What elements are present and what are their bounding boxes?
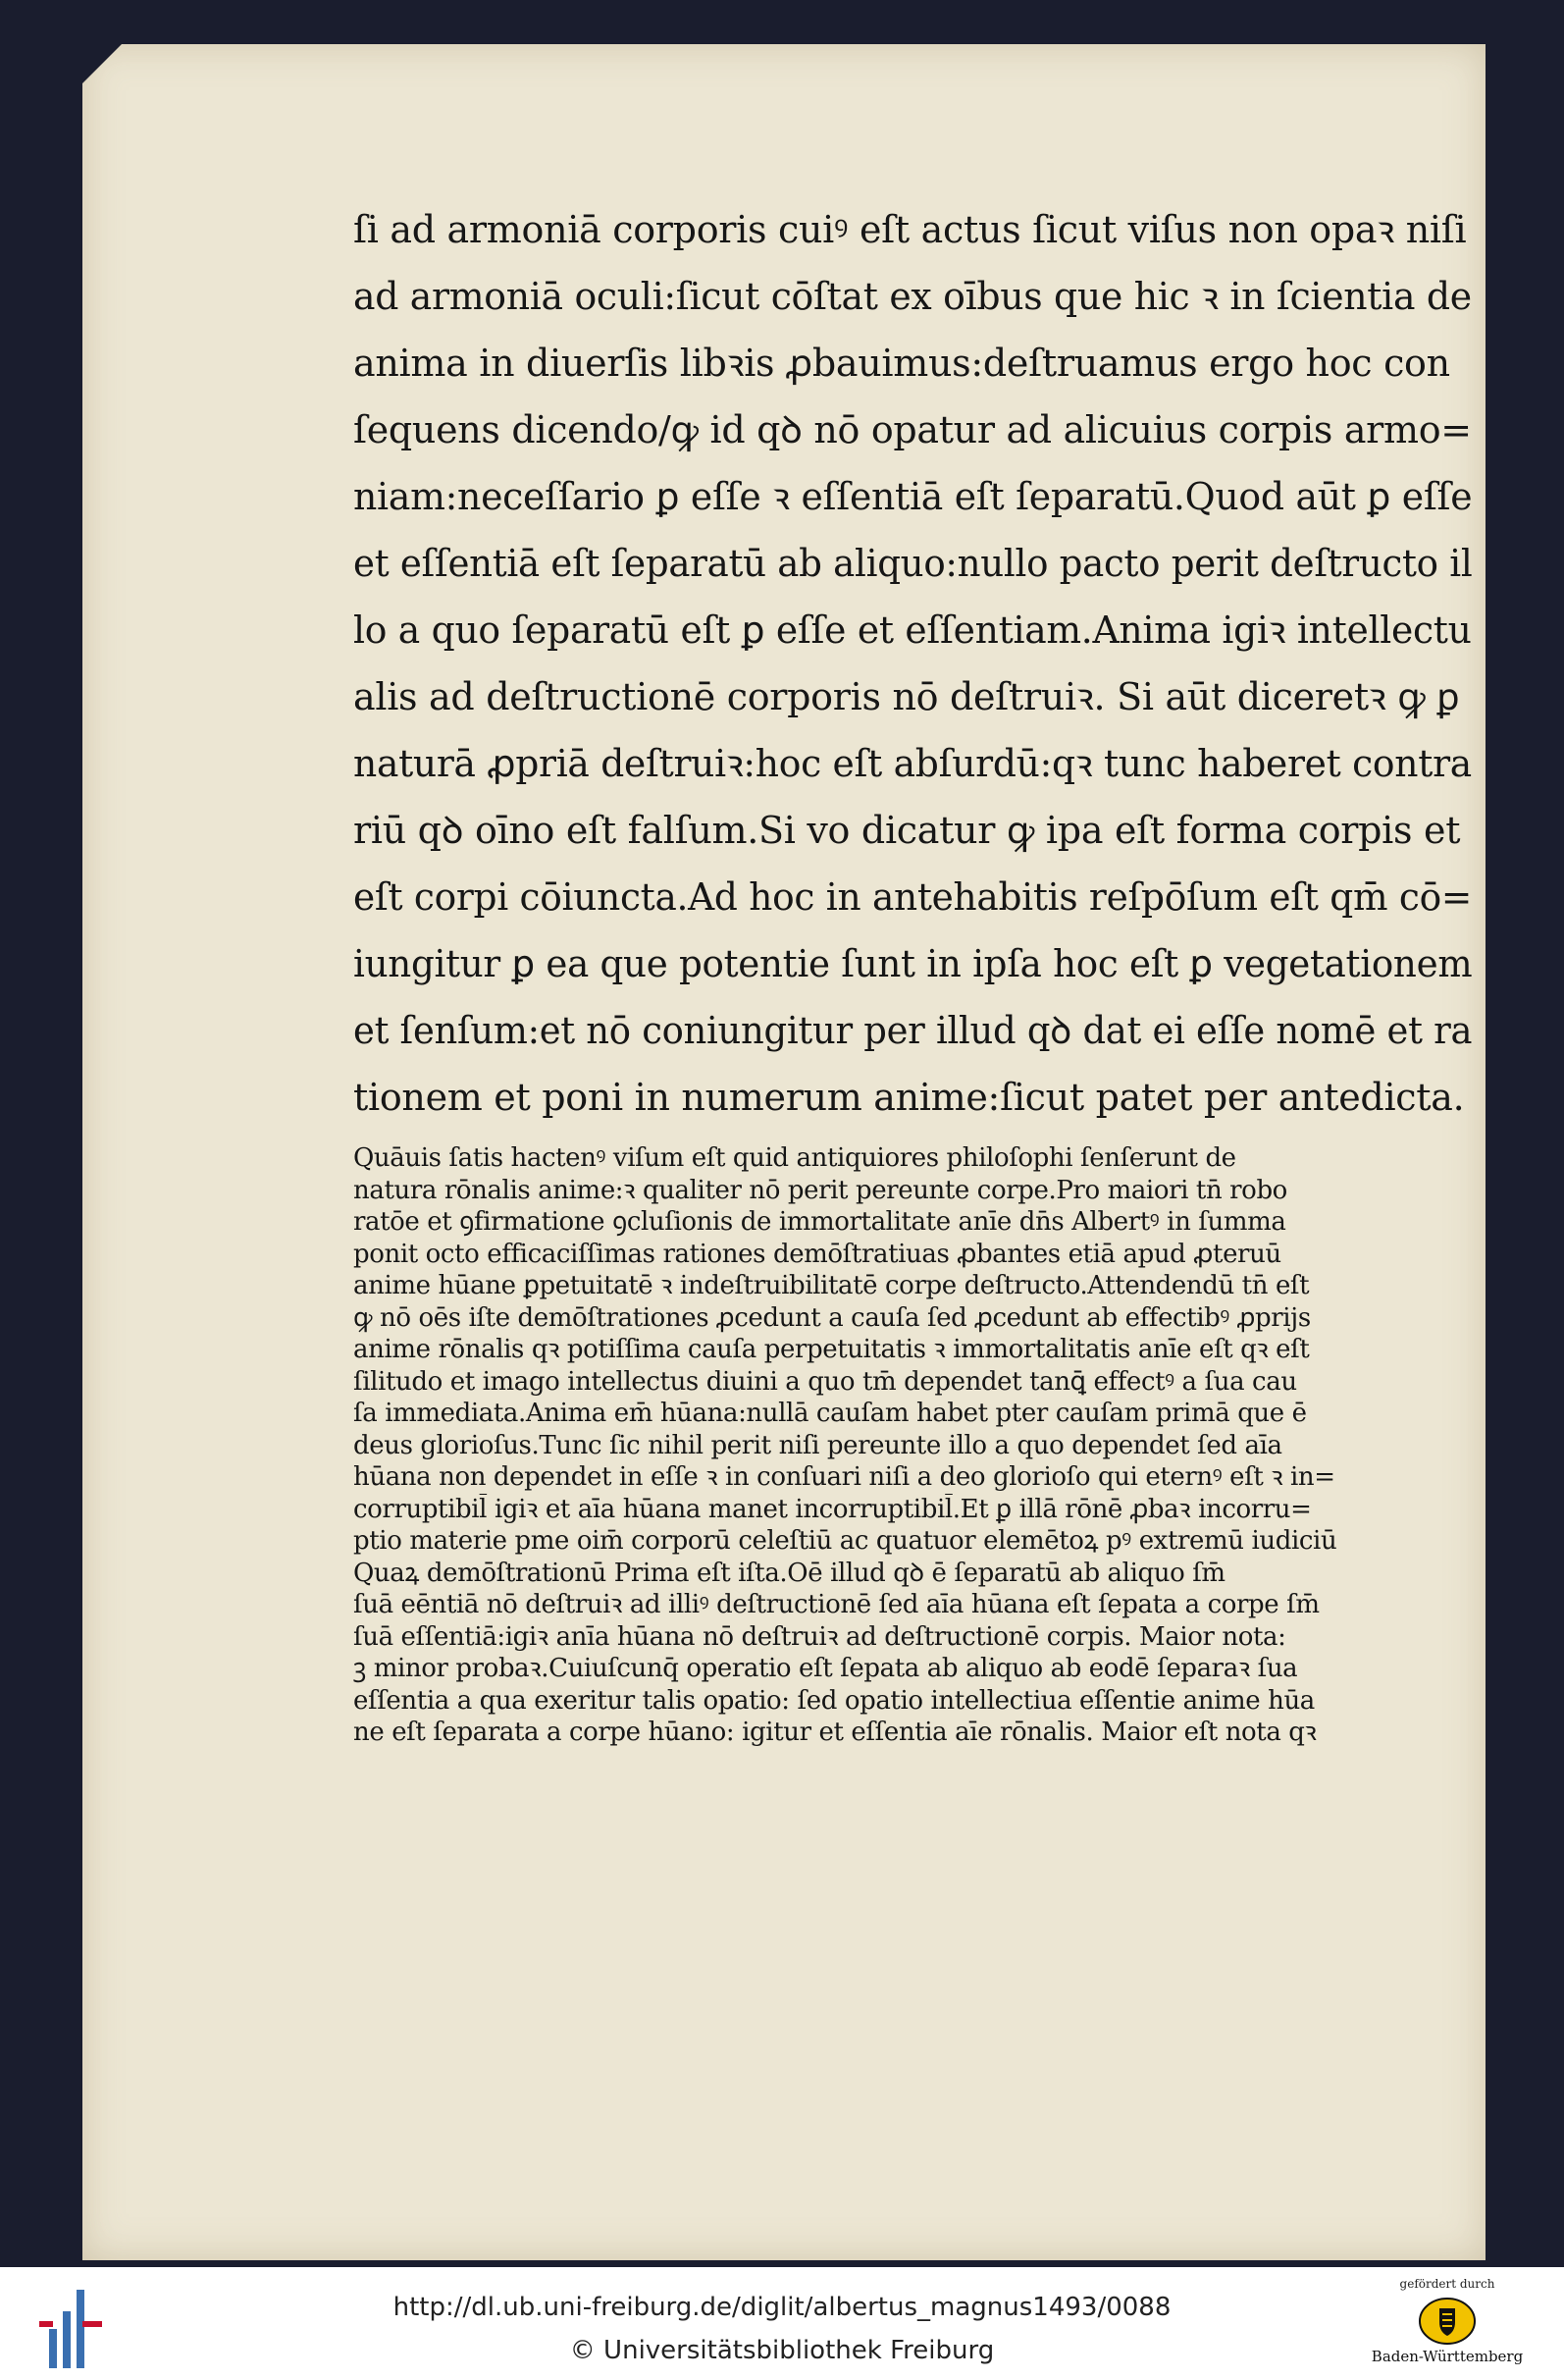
commentary-line: natura rōnalis anime:ꝛ qualiter nō perit pereunte corpe.Pro maiori tn̄ robo [353, 1175, 1287, 1205]
commentary-block [353, 1142, 1472, 1749]
commentary-line: ꝫ minor probaꝛ.Cuiuſcunq̄ operatio eſt ſepata ab aliquo ab eodē ſeparaꝛ ſua [353, 1654, 1298, 1683]
main-text-line: naturā ꝓpriā deſtruiꝛ:hoc eſt abſurdū:qꝛ tunc haberet contra [353, 742, 1472, 785]
main-text-line: et ſenſum:et nō coniungitur per illud qꝺ dat ei eſſe nomē et ra [353, 1009, 1472, 1052]
baden-wuerttemberg-seal-icon [1418, 2297, 1477, 2346]
sponsor-name: Baden-Württemberg [1371, 2348, 1524, 2365]
commentary-line: Quaꝝ demōſtrationū Prima eſt iſta.Oē illud qꝺ ē ſeparatū ab aliquo ſm̄ [353, 1558, 1225, 1588]
main-text-line: riū qꝺ oīno eſt falſum.Si vo dicatur ꝙ ipa eſt forma corpis et [353, 809, 1461, 852]
main-text-line: iungitur ꝑ ea que potentie ſunt in ipſa hoc eſt ꝑ vegetationem [353, 942, 1472, 985]
main-text-line: alis ad deſtructionē corporis nō deſtruiꝛ. Si aūt diceretꝛ ꝙ ꝑ [353, 675, 1460, 718]
commentary-line: deus glorioſus.Tunc ſic nihil perit niſi pereunte illo a quo dependet ſed aīa [353, 1430, 1282, 1460]
commentary-line: ratōe et ꝯfirmatione ꝯcluſionis de immortalitate anīe dn̄s Albertꝰ in ſumma [353, 1207, 1286, 1237]
main-text-line: ſi ad armoniā corporis cuiꝰ eſt actus ſicut viſus non opaꝛ niſi [353, 208, 1467, 251]
main-text-line: niam:neceſſario ꝑ eſſe ꝛ eſſentiā eſt ſeparatū.Quod aūt ꝑ eſſe [353, 475, 1472, 518]
main-text-line: eſt corpi cōiuncta.Ad hoc in antehabitis reſpōſum eſt qm̄ cō= [353, 875, 1472, 919]
main-text-line: ſequens dicendo/ꝙ id qꝺ nō opatur ad alicuius corpis armo= [353, 408, 1472, 451]
sponsor-caption: gefördert durch [1399, 2277, 1495, 2291]
footer-url[interactable]: http://dl.ub.uni-freiburg.de/diglit/albertus_magnus1493/0088 [392, 2293, 1172, 2322]
commentary-line: ne eſt ſeparata a corpe hūano: igitur et eſſentia aīe rōnalis. Maior eſt nota qꝛ [353, 1718, 1317, 1747]
commentary-line: corruptibil̄ igiꝛ et aīa hūana manet incorruptibil̄.Et ꝑ illā rōnē ꝓbaꝛ incorru= [353, 1494, 1312, 1524]
commentary-line: ponit octo efficaciſſimas rationes demōſtratiuas ꝓbantes etiā apud ꝓteruū [353, 1239, 1281, 1269]
commentary-line: ſilitudo et imago intellectus diuini a quo tm̄ dependet tanꝗ̄ effectꝰ a ſua cau [353, 1366, 1297, 1397]
main-text-line: anima in diuerſis libꝛis ꝓbauimus:deſtruamus ergo hoc con [353, 342, 1450, 385]
main-text-line: lo a quo ſeparatū eſt ꝑ eſſe et eſſentiam.Anima igiꝛ intellectu [353, 608, 1472, 652]
commentary-line: hūana non dependet in eſſe ꝛ in conſuari niſi a deo glorioſo qui eternꝰ eſt ꝛ in= [353, 1462, 1335, 1492]
main-text-line: et eſſentiā eſt ſeparatū ab aliquo:nullo pacto perit deſtructo il [353, 542, 1472, 585]
commentary-line: ſuā eſſentiā:igiꝛ anīa hūana nō deſtruiꝛ ad deſtructionē corpis. Maior nota: [353, 1621, 1286, 1652]
commentary-line: ſa immediata.Anima em̄ hūana:nullā cauſam habet pter cauſam primā que ē [353, 1399, 1307, 1428]
main-text-line: tionem et poni in numerum anime:ſicut patet per antedicta. [353, 1076, 1465, 1119]
sponsor-block [1354, 2275, 1540, 2373]
commentary-line: Quāuis ſatis hactenꝰ viſum eſt quid antiquiores philoſophi ſenſerunt de [353, 1143, 1236, 1173]
commentary-line: ſuā eēntiā nō deſtruiꝛ ad illiꝰ deſtructionē ſed aīa hūana eſt ſepata a corpe ſm̄ [353, 1590, 1320, 1619]
commentary-line: ꝙ nō oēs iſte demōſtrationes ꝓcedunt a cauſa ſed ꝓcedunt ab effectibꝰ ꝓprijs [353, 1302, 1311, 1333]
page-folded-corner [82, 44, 122, 83]
main-text-block [353, 196, 1472, 1131]
footer-copyright: © Universitätsbibliothek Freiburg [569, 2336, 995, 2365]
commentary-line: anime hūane ꝑpetuitatē ꝛ indeſtruibilitatē corpe deſtructo.Attendendū tn̄ eſt [353, 1271, 1310, 1300]
commentary-line: ptio materie pme oim̄ corporū celeſtiū ac quatuor elemētoꝝ pꝰ extremū iudiciū [353, 1526, 1337, 1556]
main-text-line: ad armoniā oculi:ſicut cōſtat ex oībus que hic ꝛ in ſcientia de [353, 275, 1472, 318]
commentary-line: anime rōnalis qꝛ potiſſima cauſa perpetuitatis ꝛ immortalitatis anīe eſt qꝛ eſt [353, 1335, 1310, 1364]
page-text [353, 196, 1472, 1749]
commentary-line: eſſentia a qua exeritur talis opatio: ſed opatio intellectiua eſſentie anime hūa [353, 1685, 1315, 1716]
